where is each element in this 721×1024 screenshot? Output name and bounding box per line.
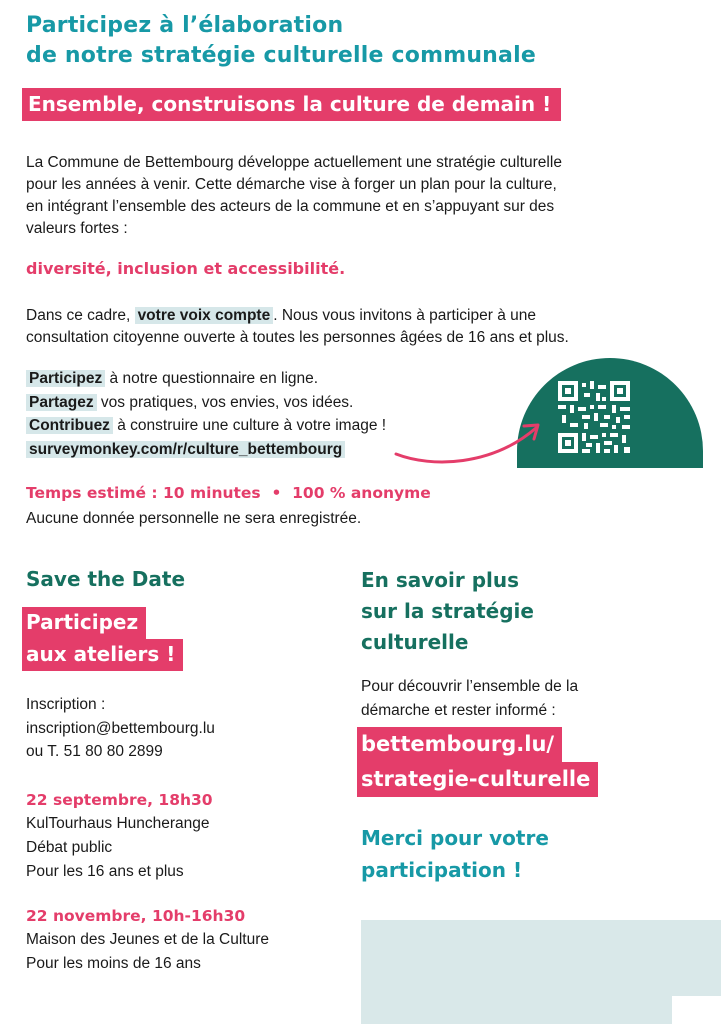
event-1: [26, 788, 213, 884]
event-2: [26, 904, 269, 976]
desc-line: démarche et rester informé :: [361, 702, 556, 719]
consult-post: . Nous vous invitons à participer à une: [273, 307, 536, 324]
heading-line: En savoir plus: [361, 568, 520, 592]
action-item: [26, 414, 446, 438]
arrow-icon: [392, 410, 552, 470]
intro-line: pour les années à venir. Cette démarche vise à forger un plan pour la culture,: [26, 176, 557, 193]
desc-line: Pour découvrir l’ensemble de la: [361, 678, 579, 695]
inscription-block: [26, 693, 215, 764]
values-text: diversité, inclusion et accessibilité.: [26, 259, 346, 278]
intro-line: valeurs fortes :: [26, 220, 128, 237]
time-estimate: Temps estimé : 10 minutes • 100 % anonyme: [26, 484, 431, 502]
event-date: 22 septembre, 18h30: [26, 791, 213, 809]
privacy-note: Aucune donnée personnelle ne sera enregistrée.: [26, 510, 362, 527]
consult-line-2: consultation citoyenne ouverte à toutes les personnes âgées de 16 ans et plus.: [26, 329, 569, 346]
intro-line: La Commune de Bettembourg développe actuellement une stratégie culturelle: [26, 154, 562, 171]
title-line-1: Participez à l’élaboration: [26, 13, 344, 38]
inscription-phone: ou T. 51 80 80 2899: [26, 743, 163, 760]
decor-notch: [672, 996, 721, 1024]
qr-code-icon[interactable]: [558, 381, 630, 453]
action-verb: Partagez: [26, 394, 97, 411]
decor-panel: [361, 920, 721, 1024]
action-verb: Participez: [26, 370, 105, 387]
action-item: [26, 367, 446, 391]
workshop-line-2: aux ateliers !: [22, 639, 183, 671]
intro-text: [26, 152, 706, 240]
event-line: Pour les moins de 16 ans: [26, 955, 201, 972]
learn-more-heading: [361, 565, 534, 658]
learn-more-desc: [361, 675, 578, 723]
link-line-2[interactable]: strategie-culturelle: [357, 762, 598, 797]
heading-line: sur la stratégie: [361, 599, 534, 623]
inscription-email[interactable]: inscription@bettembourg.lu: [26, 719, 215, 737]
workshop-line-1: Participez: [22, 607, 146, 639]
consultation-text: [26, 305, 706, 349]
heading-line: culturelle: [361, 630, 469, 654]
thanks-text: [361, 822, 549, 886]
action-item: [26, 391, 446, 415]
workshop-banner: [22, 607, 183, 671]
event-line: Débat public: [26, 839, 113, 856]
header-banner: Ensemble, construisons la culture de demain !: [22, 88, 561, 121]
title-line-2: de notre stratégie culturelle communale: [26, 43, 536, 68]
action-verb: Contribuez: [26, 417, 113, 434]
thanks-line: participation !: [361, 858, 523, 882]
voice-highlight: votre voix compte: [135, 307, 274, 324]
event-date: 22 novembre, 10h-16h30: [26, 907, 246, 925]
action-list: [26, 367, 446, 461]
survey-link[interactable]: surveymonkey.com/r/culture_bettembourg: [26, 441, 345, 458]
strategy-link[interactable]: [357, 727, 598, 797]
save-the-date: Save the Date: [26, 567, 186, 591]
inscription-label: Inscription :: [26, 696, 106, 713]
thanks-line: Merci pour votre: [361, 826, 549, 850]
event-line: Pour les 16 ans et plus: [26, 863, 184, 880]
page-title: [26, 11, 536, 71]
consult-pre: Dans ce cadre,: [26, 307, 135, 324]
event-line: KulTourhaus Huncherange: [26, 815, 210, 832]
action-rest: à notre questionnaire en ligne.: [105, 370, 319, 387]
event-line: Maison des Jeunes et de la Culture: [26, 931, 269, 948]
link-line-1[interactable]: bettembourg.lu/: [357, 727, 562, 762]
action-rest: à construire une culture à votre image !: [112, 417, 387, 434]
action-rest: vos pratiques, vos envies, vos idées.: [96, 393, 354, 411]
intro-line: en intégrant l’ensemble des acteurs de la commune et en s’appuyant sur des: [26, 198, 555, 215]
